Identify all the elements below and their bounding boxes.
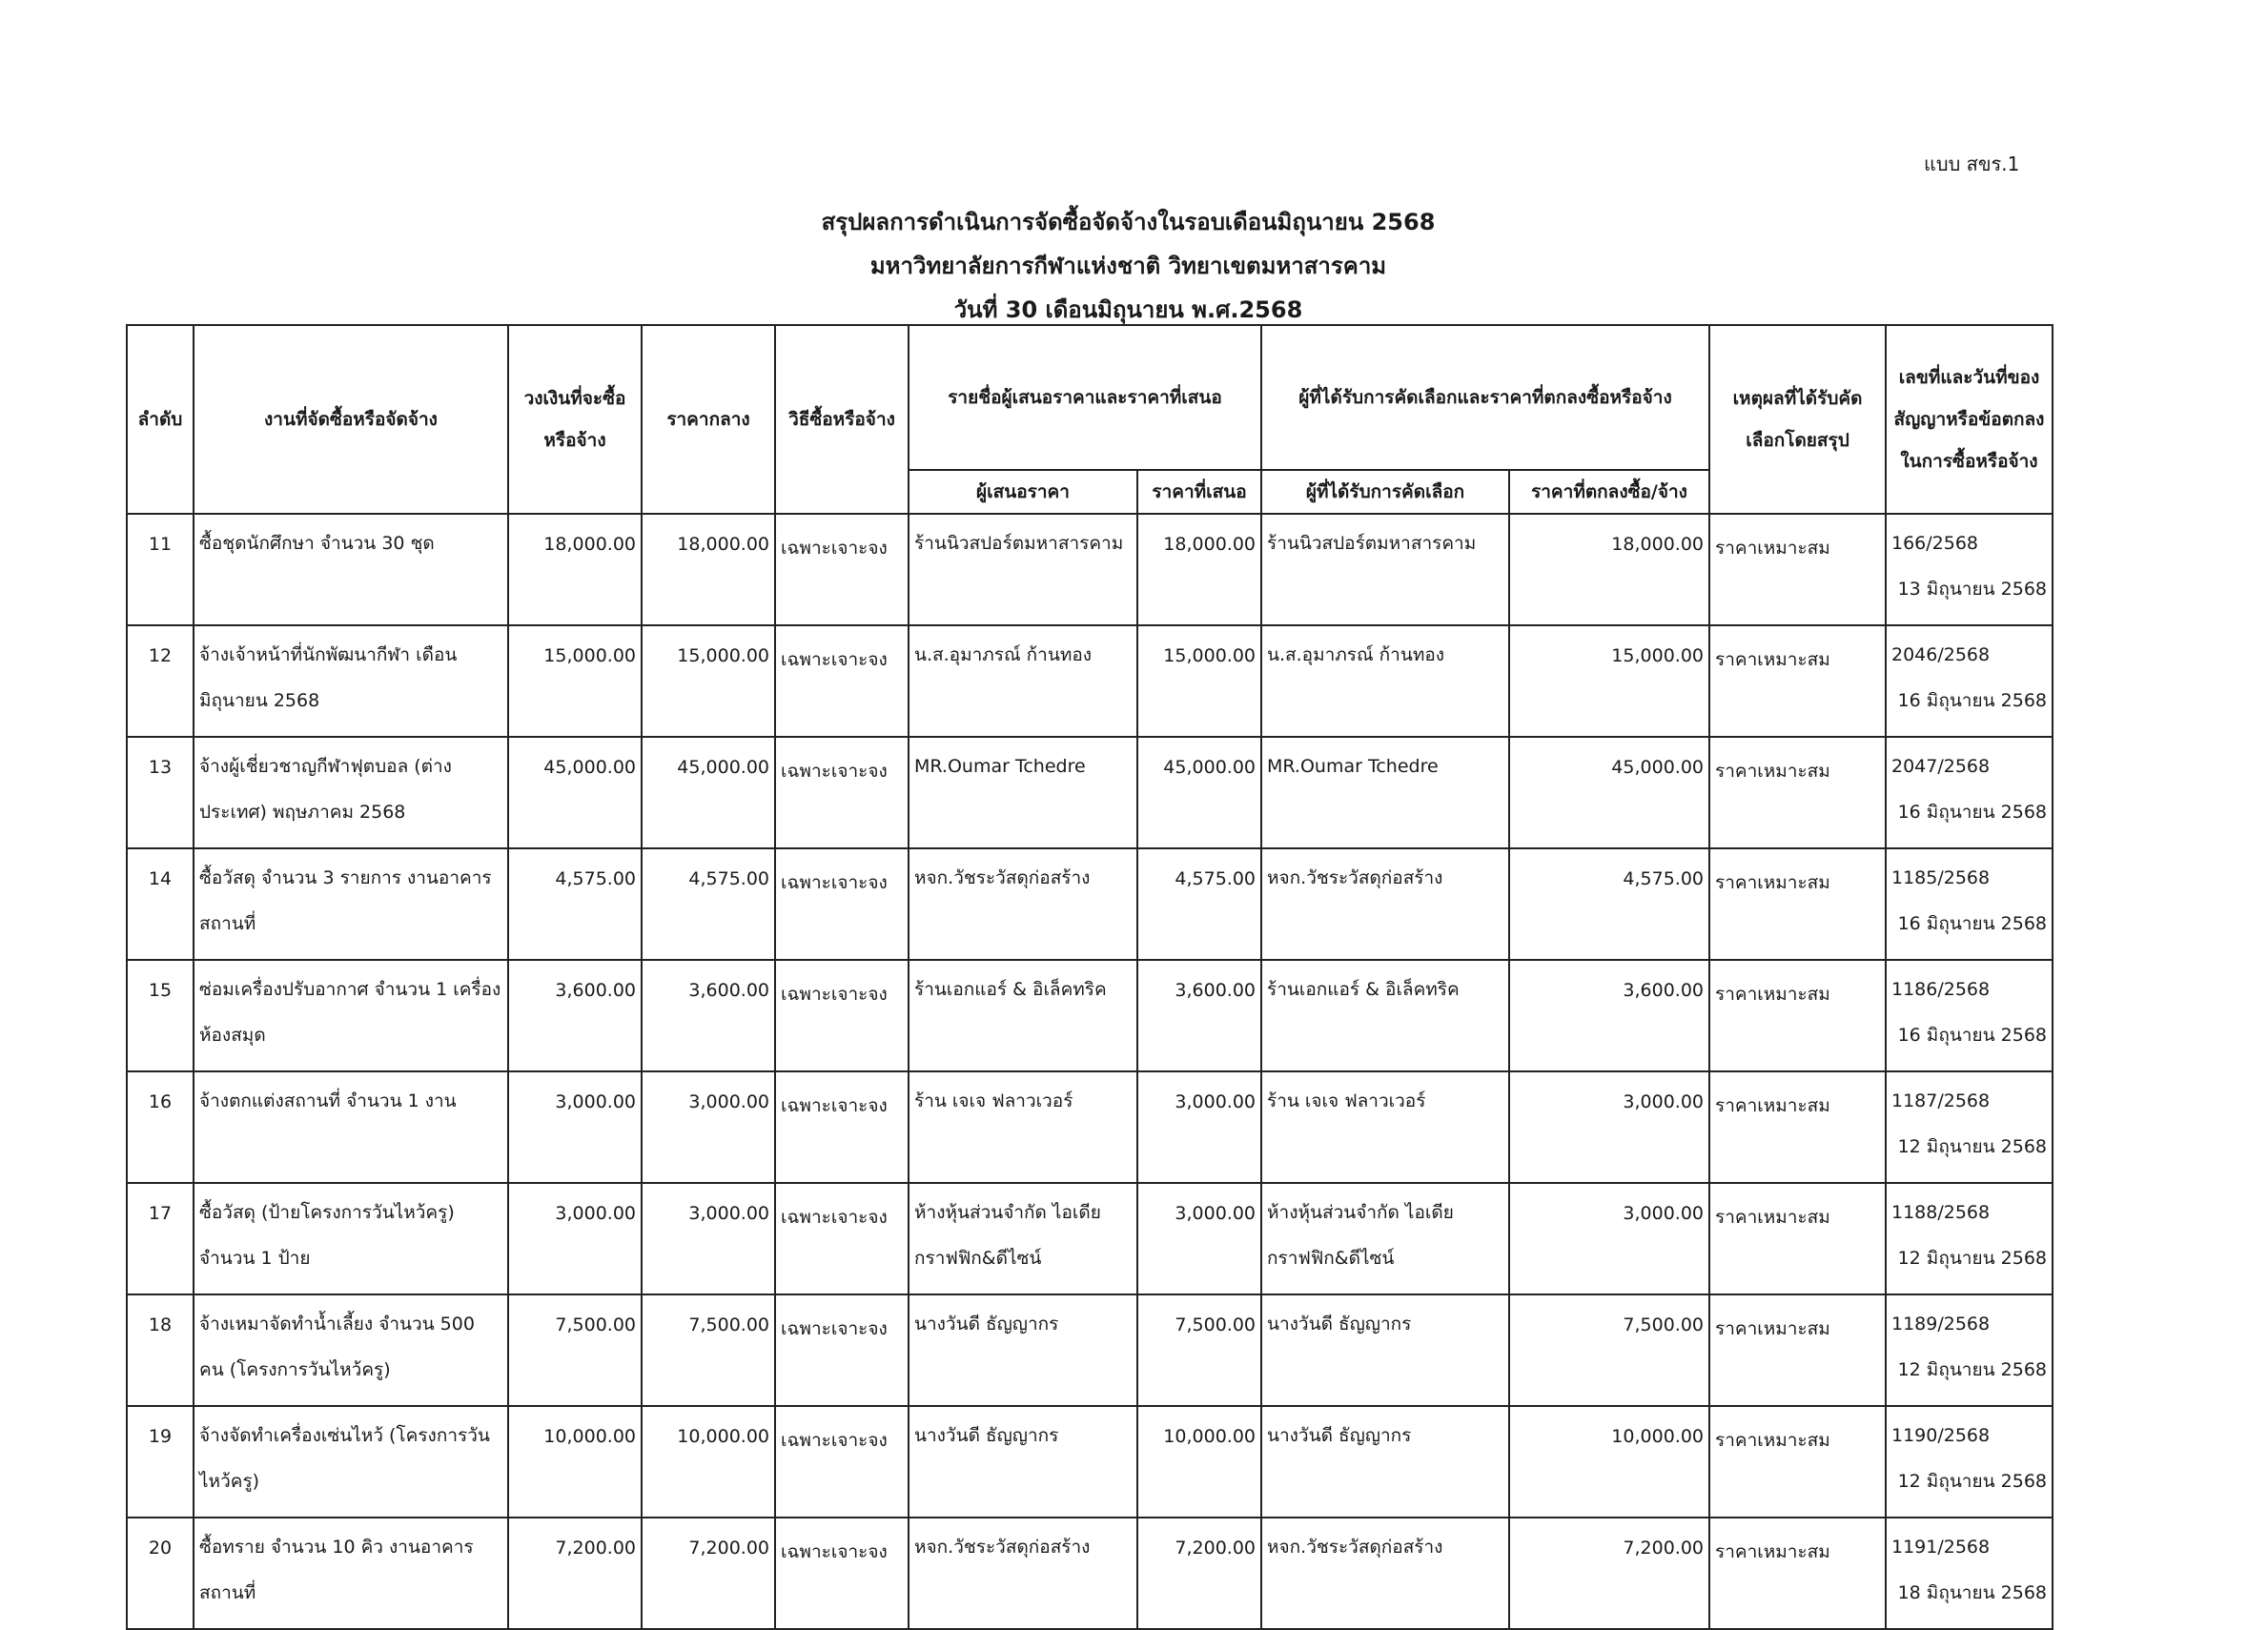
table-row xyxy=(127,514,2053,625)
procurement-method: เฉพาะเจาะจง xyxy=(775,514,909,625)
table-row xyxy=(127,960,2053,1071)
selected-vendor: นางวันดี ธัญญากร xyxy=(1261,1406,1509,1518)
contract-number: 1191/2568 xyxy=(1891,1537,1991,1558)
selected-vendor: หจก.วัชระวัสดุก่อสร้าง xyxy=(1261,1518,1509,1629)
selected-vendor: MR.Oumar Tchedre xyxy=(1261,737,1509,848)
row-number: 17 xyxy=(127,1183,194,1294)
bid-price: 10,000.00 xyxy=(1137,1406,1261,1518)
form-code: แบบ สขร.1 xyxy=(1924,153,2020,175)
work-description: จ้างจัดทำเครื่องเซ่นไหว้ (โครงการวันไหว้ครู) xyxy=(194,1406,508,1518)
budget-amount: 7,500.00 xyxy=(508,1294,642,1406)
title-line-3: วันที่ 30 เดือนมิถุนายน พ.ศ.2568 xyxy=(953,296,1303,323)
title-line-2: มหาวิทยาลัยการกีฬาแห่งชาติ วิทยาเขตมหาสารคาม xyxy=(869,253,1387,279)
bidder-name: ห้างหุ้นส่วนจำกัด ไอเดีย กราฟฟิก&ดีไซน์ xyxy=(909,1183,1137,1294)
header-budget: วงเงินที่จะซื้อหรือจ้าง xyxy=(508,325,642,514)
work-description: ซื้อชุดนักศึกษา จำนวน 30 ชุด xyxy=(194,514,508,625)
table-row xyxy=(127,625,2053,737)
bidder-name: หจก.วัชระวัสดุก่อสร้าง xyxy=(909,848,1137,960)
header-contract: เลขที่และวันที่ของสัญญาหรือข้อตกลงในการซื้อหรือจ้าง xyxy=(1886,325,2053,514)
contract-number: 1189/2568 xyxy=(1891,1314,1991,1335)
row-number: 12 xyxy=(127,625,194,737)
bidder-name: หจก.วัชระวัสดุก่อสร้าง xyxy=(909,1518,1137,1629)
row-number: 11 xyxy=(127,514,194,625)
header-agreed-price: ราคาที่ตกลงซื้อ/จ้าง xyxy=(1509,470,1709,514)
header-bid-price: ราคาที่เสนอ xyxy=(1137,470,1261,514)
budget-amount: 7,200.00 xyxy=(508,1518,642,1629)
bidder-name: น.ส.อุมาภรณ์ ก้านทอง xyxy=(909,625,1137,737)
work-description: ซื้อทราย จำนวน 10 คิว งานอาคารสถานที่ xyxy=(194,1518,508,1629)
bidder-name: นางวันดี ธัญญากร xyxy=(909,1406,1137,1518)
contract-cell xyxy=(1886,737,2053,848)
table-body xyxy=(127,514,2053,1629)
title-line-1: สรุปผลการดำเนินการจัดซื้อจัดจ้างในรอบเดือนมิถุนายน 2568 xyxy=(821,209,1436,235)
budget-amount: 15,000.00 xyxy=(508,625,642,737)
selection-reason: ราคาเหมาะสม xyxy=(1709,1071,1886,1183)
selection-reason: ราคาเหมาะสม xyxy=(1709,960,1886,1071)
document-title xyxy=(0,200,2268,332)
bid-price: 3,600.00 xyxy=(1137,960,1261,1071)
selection-reason: ราคาเหมาะสม xyxy=(1709,737,1886,848)
procurement-method: เฉพาะเจาะจง xyxy=(775,1183,909,1294)
contract-number: 2047/2568 xyxy=(1891,756,1991,777)
bidder-name: ร้านนิวสปอร์ตมหาสารคาม xyxy=(909,514,1137,625)
header-bidders-group: รายชื่อผู้เสนอราคาและราคาที่เสนอ xyxy=(909,325,1261,470)
contract-cell xyxy=(1886,1071,2053,1183)
median-price: 7,200.00 xyxy=(642,1518,775,1629)
selected-vendor: น.ส.อุมาภรณ์ ก้านทอง xyxy=(1261,625,1509,737)
procurement-method: เฉพาะเจาะจง xyxy=(775,1518,909,1629)
contract-cell xyxy=(1886,625,2053,737)
budget-amount: 45,000.00 xyxy=(508,737,642,848)
contract-number: 1185/2568 xyxy=(1891,867,1991,888)
selected-vendor: นางวันดี ธัญญากร xyxy=(1261,1294,1509,1406)
work-description: ซ่อมเครื่องปรับอากาศ จำนวน 1 เครื่อง ห้องสมุด xyxy=(194,960,508,1071)
agreed-price: 7,200.00 xyxy=(1509,1518,1709,1629)
agreed-price: 7,500.00 xyxy=(1509,1294,1709,1406)
selected-vendor: ร้านเอกแอร์ & อิเล็คทริค xyxy=(1261,960,1509,1071)
row-number: 20 xyxy=(127,1518,194,1629)
median-price: 18,000.00 xyxy=(642,514,775,625)
median-price: 10,000.00 xyxy=(642,1406,775,1518)
row-number: 14 xyxy=(127,848,194,960)
contract-date: 16 มิถุนายน 2568 xyxy=(1897,690,2047,711)
contract-number: 166/2568 xyxy=(1891,533,1979,554)
selection-reason: ราคาเหมาะสม xyxy=(1709,625,1886,737)
row-number: 15 xyxy=(127,960,194,1071)
header-method: วิธีซื้อหรือจ้าง xyxy=(775,325,909,514)
budget-amount: 3,000.00 xyxy=(508,1071,642,1183)
contract-cell xyxy=(1886,1518,2053,1629)
header-selected-group: ผู้ที่ได้รับการคัดเลือกและราคาที่ตกลงซื้อหรือจ้าง xyxy=(1261,325,1709,470)
median-price: 4,575.00 xyxy=(642,848,775,960)
budget-amount: 18,000.00 xyxy=(508,514,642,625)
selection-reason: ราคาเหมาะสม xyxy=(1709,1406,1886,1518)
selected-vendor: ห้างหุ้นส่วนจำกัด ไอเดีย กราฟฟิก&ดีไซน์ xyxy=(1261,1183,1509,1294)
bidder-name: MR.Oumar Tchedre xyxy=(909,737,1137,848)
budget-amount: 4,575.00 xyxy=(508,848,642,960)
median-price: 3,600.00 xyxy=(642,960,775,1071)
agreed-price: 4,575.00 xyxy=(1509,848,1709,960)
procurement-method: เฉพาะเจาะจง xyxy=(775,848,909,960)
selection-reason: ราคาเหมาะสม xyxy=(1709,848,1886,960)
row-number: 19 xyxy=(127,1406,194,1518)
table-row xyxy=(127,1518,2053,1629)
work-description: จ้างผู้เชี่ยวชาญกีฬาฟุตบอล (ต่างประเทศ) พฤษภาคม 2568 xyxy=(194,737,508,848)
agreed-price: 45,000.00 xyxy=(1509,737,1709,848)
header-no: ลำดับ xyxy=(127,325,194,514)
bidder-name: นางวันดี ธัญญากร xyxy=(909,1294,1137,1406)
table-row xyxy=(127,737,2053,848)
median-price: 3,000.00 xyxy=(642,1183,775,1294)
bidder-name: ร้าน เจเจ ฟลาวเวอร์ xyxy=(909,1071,1137,1183)
table-row xyxy=(127,1183,2053,1294)
bid-price: 18,000.00 xyxy=(1137,514,1261,625)
table-row xyxy=(127,848,2053,960)
table-row xyxy=(127,1406,2053,1518)
median-price: 15,000.00 xyxy=(642,625,775,737)
budget-amount: 3,600.00 xyxy=(508,960,642,1071)
header-reason: เหตุผลที่ได้รับคัดเลือกโดยสรุป xyxy=(1709,325,1886,514)
header-selected: ผู้ที่ได้รับการคัดเลือก xyxy=(1261,470,1509,514)
table-row xyxy=(127,1294,2053,1406)
bid-price: 15,000.00 xyxy=(1137,625,1261,737)
header-median-price: ราคากลาง xyxy=(642,325,775,514)
contract-date: 12 มิถุนายน 2568 xyxy=(1897,1248,2047,1269)
agreed-price: 3,000.00 xyxy=(1509,1183,1709,1294)
bid-price: 3,000.00 xyxy=(1137,1071,1261,1183)
header-bidder: ผู้เสนอราคา xyxy=(909,470,1137,514)
contract-date: 16 มิถุนายน 2568 xyxy=(1897,802,2047,823)
work-description: จ้างเจ้าหน้าที่นักพัฒนากีฬา เดือนมิถุนายน 2568 xyxy=(194,625,508,737)
work-description: จ้างเหมาจัดทำน้ำเลี้ยง จำนวน 500 คน (โครงการวันไหว้ครู) xyxy=(194,1294,508,1406)
selection-reason: ราคาเหมาะสม xyxy=(1709,1183,1886,1294)
selected-vendor: ร้านนิวสปอร์ตมหาสารคาม xyxy=(1261,514,1509,625)
table-row xyxy=(127,1071,2053,1183)
selection-reason: ราคาเหมาะสม xyxy=(1709,1294,1886,1406)
contract-number: 2046/2568 xyxy=(1891,644,1991,665)
contract-cell xyxy=(1886,848,2053,960)
contract-cell xyxy=(1886,514,2053,625)
selected-vendor: หจก.วัชระวัสดุก่อสร้าง xyxy=(1261,848,1509,960)
procurement-method: เฉพาะเจาะจง xyxy=(775,737,909,848)
contract-date: 18 มิถุนายน 2568 xyxy=(1897,1582,2047,1603)
budget-amount: 3,000.00 xyxy=(508,1183,642,1294)
work-description: ซื้อวัสดุ จำนวน 3 รายการ งานอาคารสถานที่ xyxy=(194,848,508,960)
median-price: 7,500.00 xyxy=(642,1294,775,1406)
contract-number: 1187/2568 xyxy=(1891,1090,1991,1111)
contract-date: 13 มิถุนายน 2568 xyxy=(1897,579,2047,600)
bid-price: 45,000.00 xyxy=(1137,737,1261,848)
bid-price: 7,500.00 xyxy=(1137,1294,1261,1406)
contract-number: 1190/2568 xyxy=(1891,1425,1991,1446)
row-number: 18 xyxy=(127,1294,194,1406)
median-price: 3,000.00 xyxy=(642,1071,775,1183)
procurement-method: เฉพาะเจาะจง xyxy=(775,1294,909,1406)
bid-price: 7,200.00 xyxy=(1137,1518,1261,1629)
selected-vendor: ร้าน เจเจ ฟลาวเวอร์ xyxy=(1261,1071,1509,1183)
selection-reason: ราคาเหมาะสม xyxy=(1709,1518,1886,1629)
bid-price: 3,000.00 xyxy=(1137,1183,1261,1294)
procurement-method: เฉพาะเจาะจง xyxy=(775,1406,909,1518)
procurement-method: เฉพาะเจาะจง xyxy=(775,1071,909,1183)
contract-date: 12 มิถุนายน 2568 xyxy=(1897,1359,2047,1380)
agreed-price: 3,600.00 xyxy=(1509,960,1709,1071)
row-number: 13 xyxy=(127,737,194,848)
work-description: ซื้อวัสดุ (ป้ายโครงการวันไหว้ครู) จำนวน 1 ป้าย xyxy=(194,1183,508,1294)
contract-cell xyxy=(1886,1294,2053,1406)
work-description: จ้างตกแต่งสถานที่ จำนวน 1 งาน xyxy=(194,1071,508,1183)
contract-cell xyxy=(1886,1406,2053,1518)
procurement-method: เฉพาะเจาะจง xyxy=(775,960,909,1071)
contract-cell xyxy=(1886,1183,2053,1294)
contract-date: 12 มิถุนายน 2568 xyxy=(1897,1136,2047,1157)
agreed-price: 15,000.00 xyxy=(1509,625,1709,737)
header-work: งานที่จัดซื้อหรือจัดจ้าง xyxy=(194,325,508,514)
agreed-price: 18,000.00 xyxy=(1509,514,1709,625)
selection-reason: ราคาเหมาะสม xyxy=(1709,514,1886,625)
contract-number: 1188/2568 xyxy=(1891,1202,1991,1223)
contract-date: 16 มิถุนายน 2568 xyxy=(1897,913,2047,934)
contract-date: 12 มิถุนายน 2568 xyxy=(1897,1471,2047,1492)
bid-price: 4,575.00 xyxy=(1137,848,1261,960)
row-number: 16 xyxy=(127,1071,194,1183)
contract-date: 16 มิถุนายน 2568 xyxy=(1897,1025,2047,1046)
agreed-price: 3,000.00 xyxy=(1509,1071,1709,1183)
contract-cell xyxy=(1886,960,2053,1071)
bidder-name: ร้านเอกแอร์ & อิเล็คทริค xyxy=(909,960,1137,1071)
agreed-price: 10,000.00 xyxy=(1509,1406,1709,1518)
procurement-table xyxy=(126,324,2053,1630)
contract-number: 1186/2568 xyxy=(1891,979,1991,1000)
median-price: 45,000.00 xyxy=(642,737,775,848)
budget-amount: 10,000.00 xyxy=(508,1406,642,1518)
procurement-method: เฉพาะเจาะจง xyxy=(775,625,909,737)
